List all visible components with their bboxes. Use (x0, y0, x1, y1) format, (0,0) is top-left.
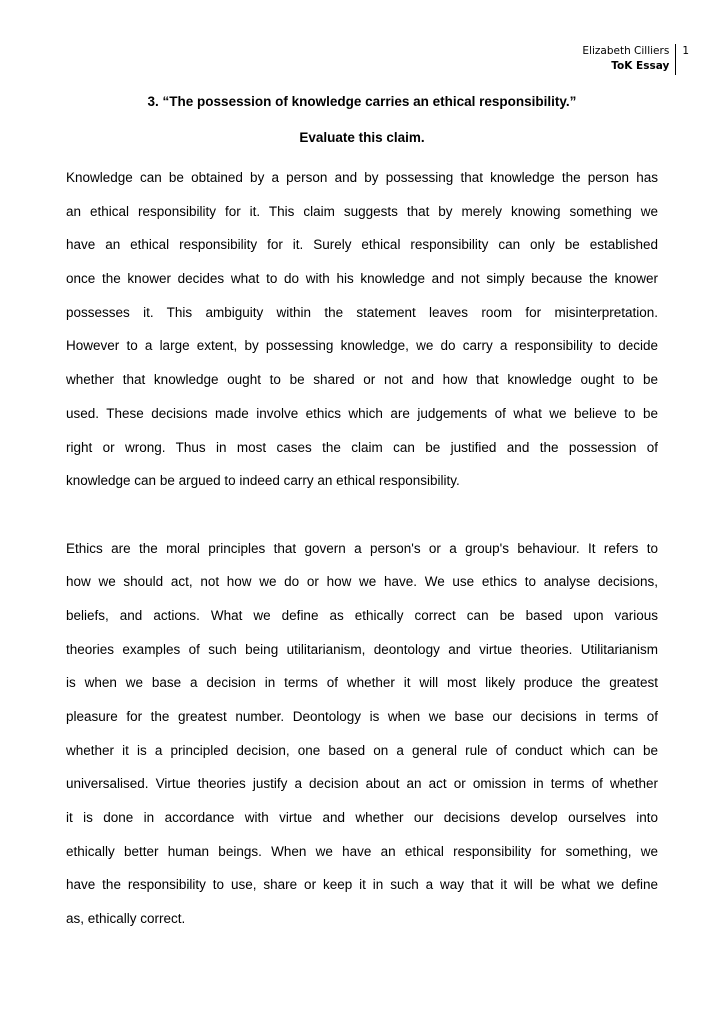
paragraph-line: knowledge can be argued to indeed carry an ethical responsibility. (66, 473, 460, 489)
paragraph-line: it is done in accordance with virtue and whether our decisions develop ourselves into (66, 810, 658, 826)
paragraph-line: beliefs, and actions. What we define as ethically correct can be based upon various (66, 607, 658, 623)
paragraph-line: once the knower decides what to do with his knowledge and not simply because the knower (66, 271, 658, 287)
paragraph-line: used. These decisions made involve ethics which are judgements of what we believe to be (66, 405, 658, 421)
page-header (582, 44, 689, 75)
paragraph-line: whether that knowledge ought to be shared or not and how that knowledge ought to be (66, 372, 658, 388)
paragraph-line: right or wrong. Thus in most cases the claim can be justified and the possession of (66, 439, 658, 455)
paragraph-line: an ethical responsibility for it. This claim suggests that by merely knowing something we (66, 203, 658, 219)
paragraph-line: whether it is a principled decision, one based on a general rule of conduct which can be (66, 742, 658, 758)
essay-body (66, 167, 658, 942)
paragraph-line: Ethics are the moral principles that govern a person's or a group's behaviour. It refers to (66, 540, 658, 556)
paragraph-line: have the responsibility to use, share or keep it in such a way that it will be what we define (66, 877, 658, 893)
header-left (582, 44, 675, 74)
header-subtitle: ToK Essay (611, 60, 670, 72)
paragraph-line: However to a large extent, by possessing knowledge, we do carry a responsibility to decide (66, 338, 658, 354)
paragraph-line: theories examples of such being utilitarianism, deontology and virtue theories. Utilitarianism (66, 641, 658, 657)
paragraph-ethics (66, 538, 658, 942)
paragraph-line: possesses it. This ambiguity within the statement leaves room for misinterpretation. (66, 304, 658, 320)
title-question: 3. “The possession of knowledge carries an ethical responsibility.” (147, 94, 577, 109)
essay-title (66, 92, 658, 164)
header-author: Elizabeth Cilliers (582, 45, 670, 57)
paragraph-line: Knowledge can be obtained by a person and by possessing that knowledge the person has (66, 170, 658, 185)
title-instruction: Evaluate this claim. (299, 130, 425, 145)
paragraph-line: universalised. Virtue theories justify a decision about an act or omission in terms of whether (66, 776, 658, 792)
paragraph-line: is when we base a decision in terms of whether it will most likely produce the greatest (66, 675, 658, 691)
paragraph-line: how we should act, not how we do or how we have. We use ethics to analyse decisions, (66, 574, 658, 590)
paragraph-line: pleasure for the greatest number. Deontology is when we base our decisions in terms of (66, 709, 658, 724)
paragraph-line: ethically better human beings. When we have an ethical responsibility for something, we (66, 843, 658, 859)
page-number: 1 (682, 45, 689, 57)
paragraph-spacer (66, 504, 658, 538)
paragraph-line: have an ethical responsibility for it. Surely ethical responsibility can only be established (66, 237, 658, 253)
paragraph-line: as, ethically correct. (66, 911, 186, 927)
paragraph-introduction (66, 167, 658, 504)
